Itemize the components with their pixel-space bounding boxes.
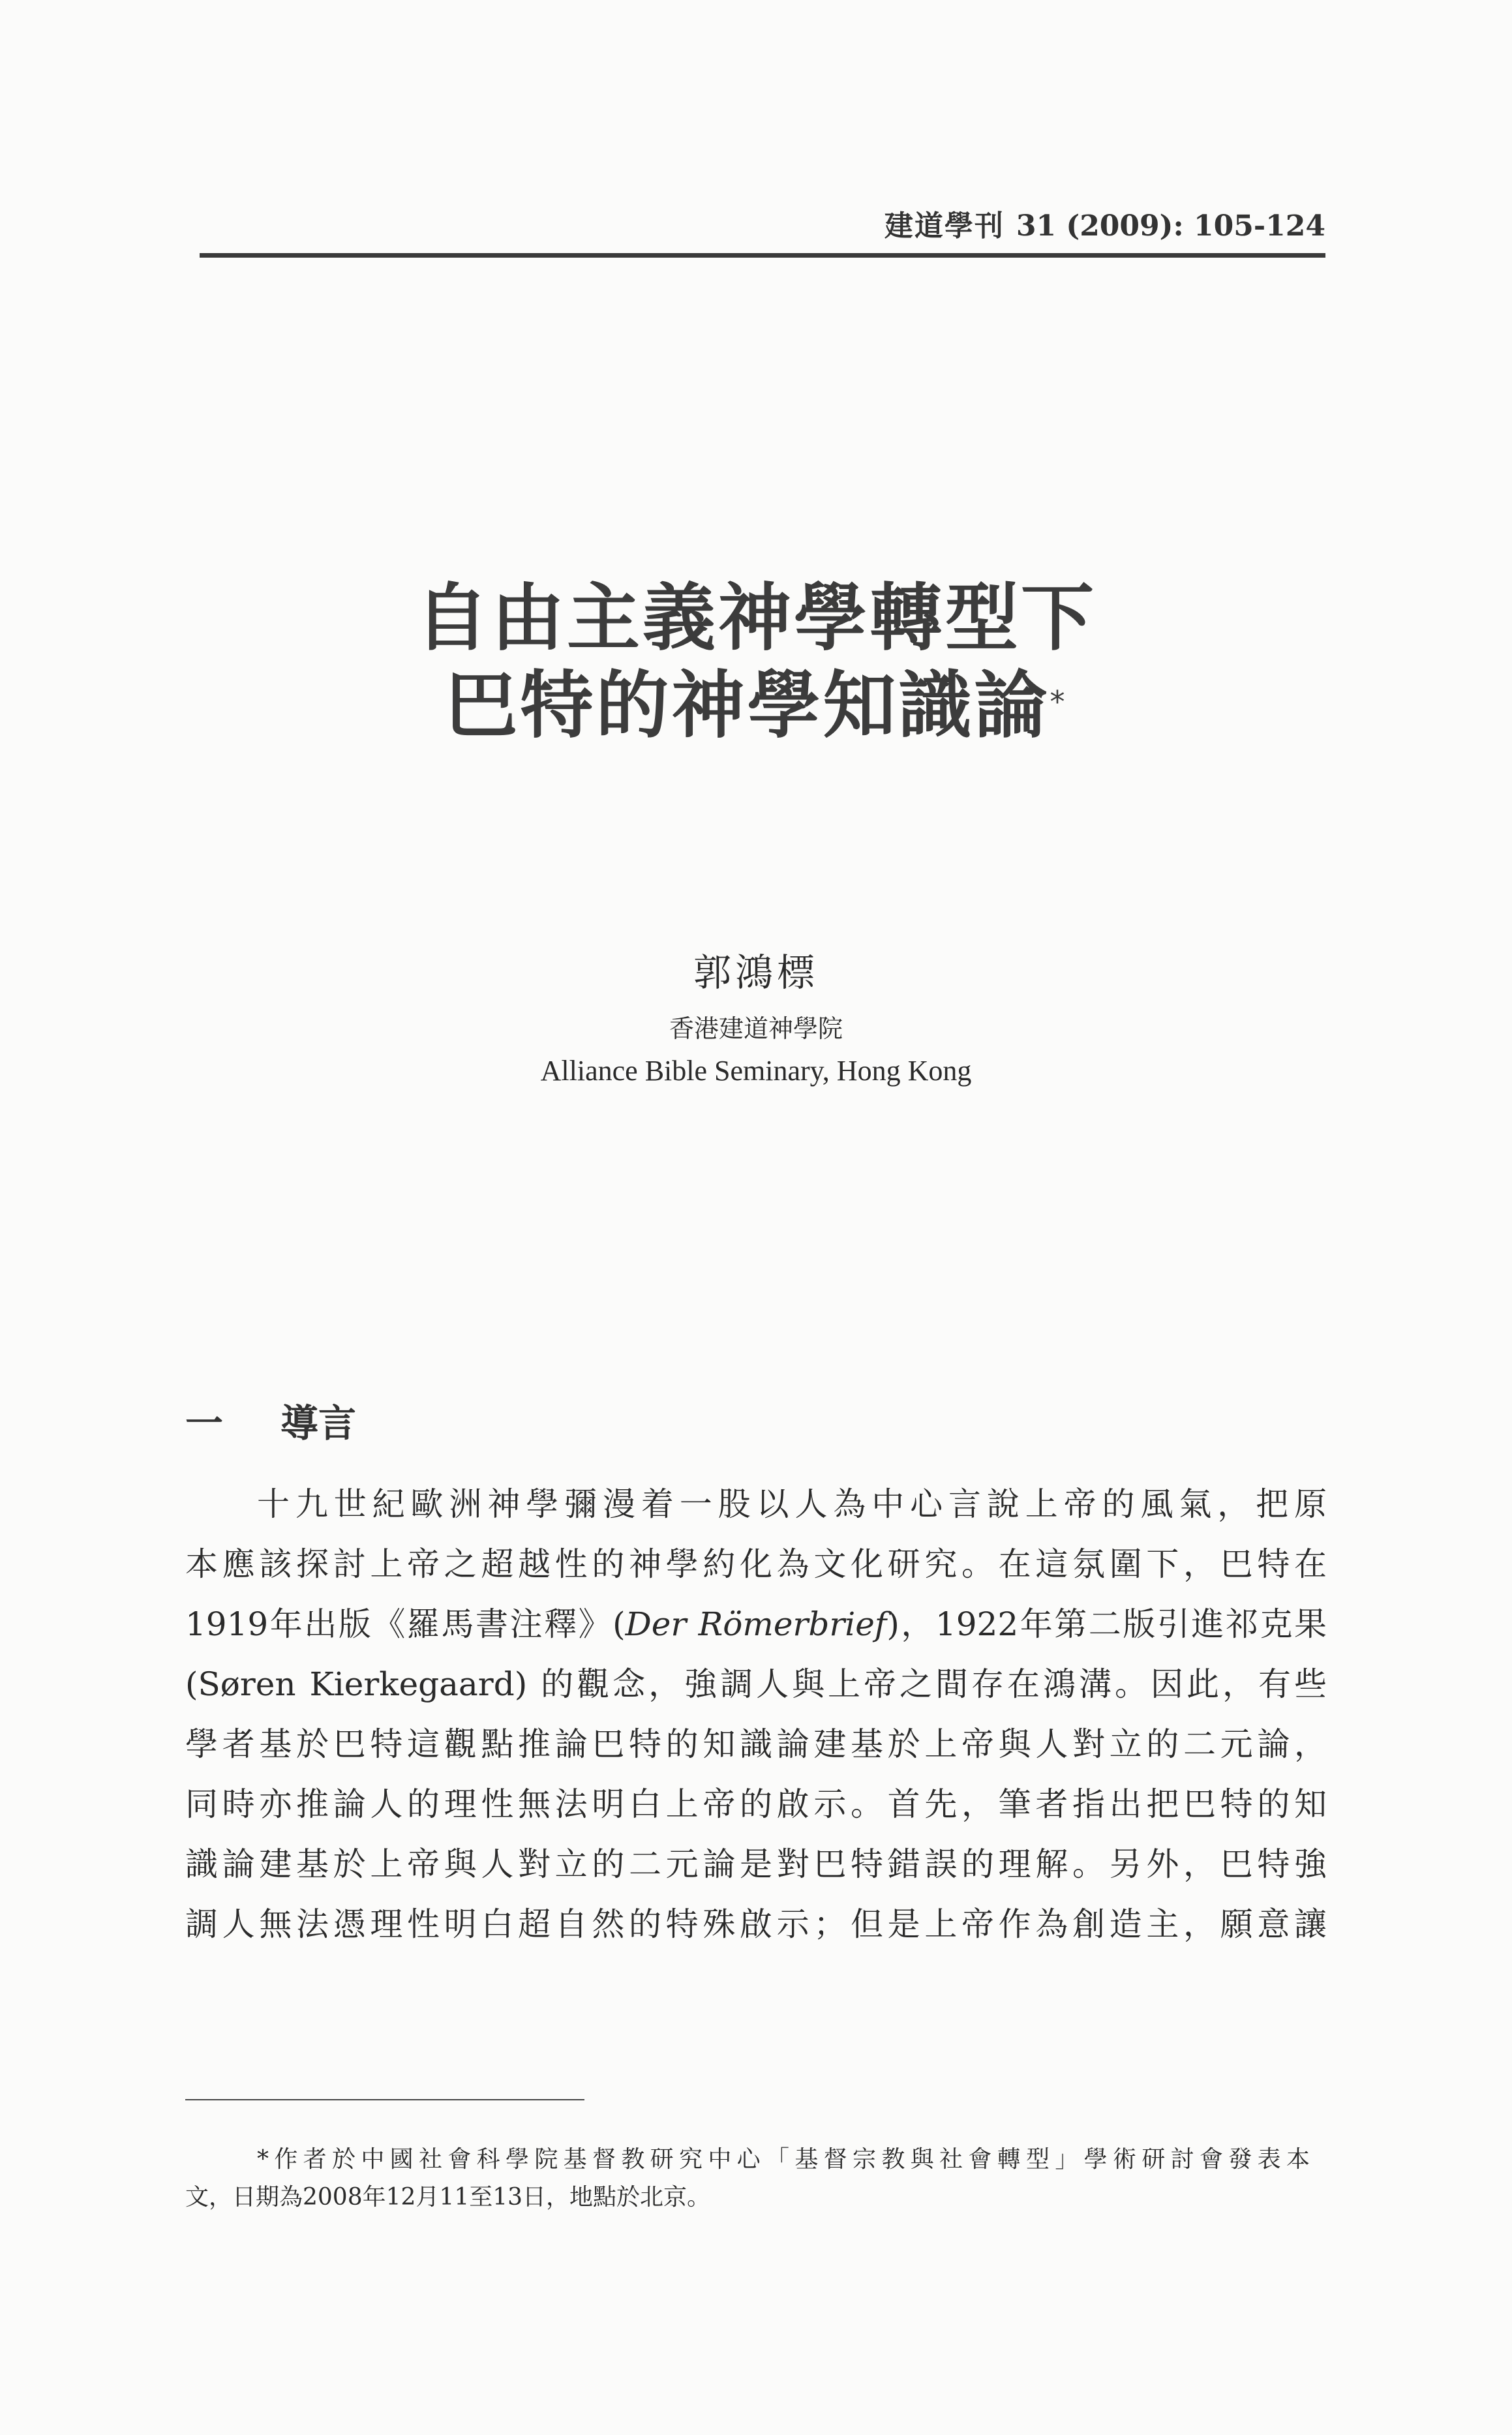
- footnote-line: *作者於中國社會科學院基督教研究中心「基督宗教與社會轉型」學術研討會發表本: [257, 2146, 1310, 2173]
- body-text: )，1922年第二版引進祁克果: [886, 1605, 1327, 1643]
- affiliation-chinese: 香港建道神學院: [669, 1014, 843, 1043]
- body-line: 本應該探討上帝之超越性的神學約化為文化研究。在這氛圍下，巴特在: [185, 1545, 1327, 1583]
- body-paragraph: [185, 1474, 1327, 1954]
- book-title-italic: Der Römerbrief: [625, 1605, 887, 1643]
- section-number: 一: [185, 1401, 224, 1445]
- footnote: [185, 2141, 1310, 2216]
- body-line: (Søren Kierkegaard) 的觀念，強調人與上帝之間存在鴻溝。因此，有些: [185, 1665, 1327, 1703]
- title-text-1: 自由主義神學轉型下: [416, 576, 1096, 661]
- running-header: [885, 202, 1325, 244]
- section-title: 導言: [280, 1401, 357, 1445]
- body-line: 十九世紀歐洲神學彌漫着一股以人為中心言說上帝的風氣，把原: [257, 1485, 1327, 1523]
- body-text: 1919年出版《羅馬書注釋》(: [185, 1605, 626, 1643]
- article-title-line-1: [0, 573, 1512, 664]
- article-title-line-2: [0, 660, 1512, 751]
- journal-citation: 31 (2009): 105-124: [1016, 209, 1325, 243]
- author-name: 郭鴻標: [693, 950, 819, 995]
- section-heading: [185, 1393, 356, 1447]
- footnote-line: 文，日期為2008年12月11至13日，地點於北京。: [185, 2184, 711, 2211]
- footnote-rule: [185, 2099, 584, 2100]
- title-text-2: 巴特的神學知識論: [444, 663, 1050, 748]
- header-rule: [200, 253, 1325, 258]
- body-line: 同時亦推論人的理性無法明白上帝的啟示。首先，筆者指出把巴特的知: [185, 1785, 1327, 1823]
- body-line: [185, 1594, 1327, 1654]
- journal-name: 建道學刊: [884, 209, 1005, 243]
- body-line: 識論建基於上帝與人對立的二元論是對巴特錯誤的理解。另外，巴特強: [185, 1845, 1327, 1883]
- body-line: 調人無法憑理性明白超自然的特殊啟示；但是上帝作為創造主，願意讓: [185, 1905, 1327, 1943]
- title-footnote-mark: *: [1050, 684, 1068, 719]
- body-line: 學者基於巴特這觀點推論巴特的知識論建基於上帝與人對立的二元論，: [185, 1725, 1327, 1763]
- affiliation-english: Alliance Bible Seminary, Hong Kong: [540, 1055, 972, 1087]
